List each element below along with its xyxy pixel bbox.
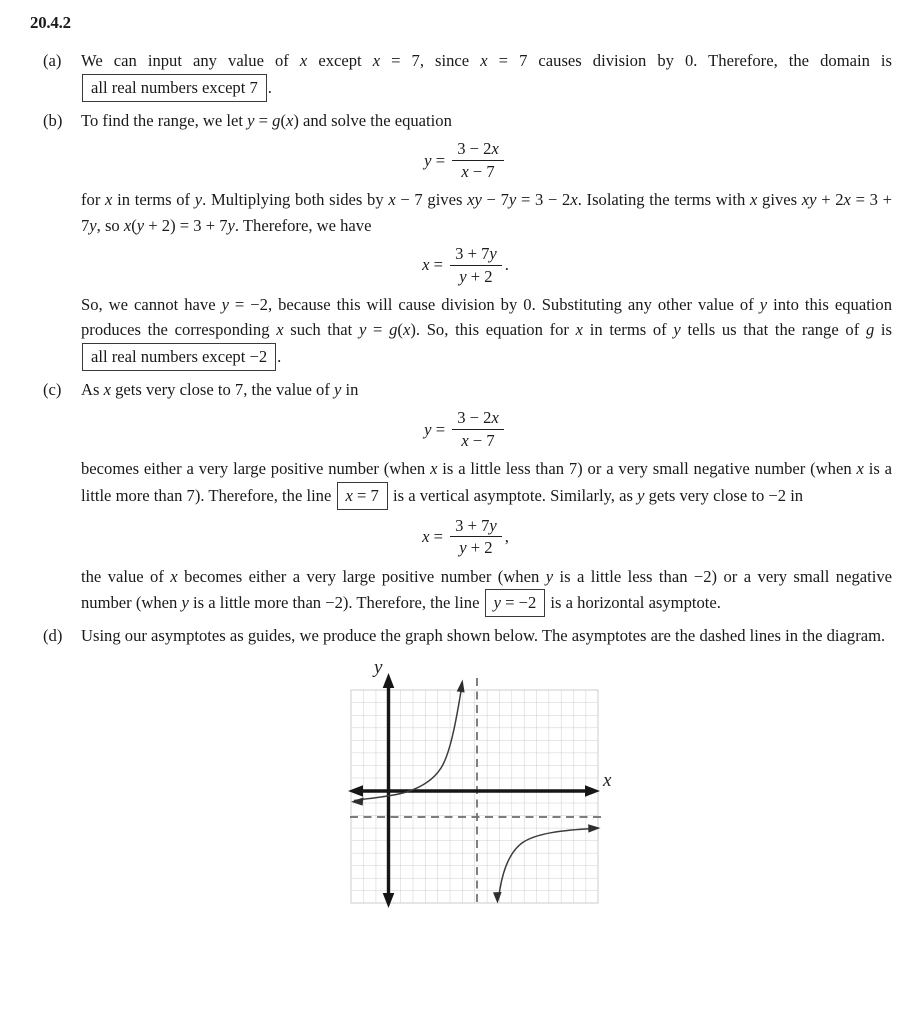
solution-part-b bbox=[30, 108, 892, 371]
display-equation bbox=[81, 407, 892, 451]
fraction-numerator: 3 − 2x bbox=[452, 407, 504, 430]
fraction bbox=[450, 243, 502, 287]
fraction bbox=[452, 138, 504, 182]
solution-part-d bbox=[30, 623, 892, 924]
solution-part-c bbox=[30, 377, 892, 617]
math-var: x bbox=[372, 51, 381, 71]
equation-punctuation: , bbox=[504, 526, 509, 546]
paragraph: As x gets very close to 7, the value of y in bbox=[81, 379, 359, 399]
graph bbox=[338, 650, 618, 916]
part-body bbox=[81, 623, 892, 924]
math-var: xy bbox=[801, 190, 817, 210]
math-var: x bbox=[491, 139, 499, 159]
math-var: x bbox=[345, 485, 353, 505]
boxed-answer: y = −2 bbox=[485, 589, 546, 617]
math-var: x bbox=[422, 526, 430, 546]
math-var: x bbox=[750, 190, 758, 210]
math-var: x bbox=[170, 566, 178, 586]
fraction-denominator: x − 7 bbox=[461, 161, 495, 181]
math-var: x bbox=[856, 459, 864, 479]
paragraph: Using our asymptotes as guides, we produce the graph shown below. The asymptotes are the dashed lines in the diagram. bbox=[81, 626, 886, 646]
math-var: x bbox=[402, 320, 411, 340]
math-var: y bbox=[181, 593, 189, 613]
part-body bbox=[81, 108, 892, 371]
math-var: y bbox=[489, 244, 497, 264]
part-body bbox=[81, 48, 892, 101]
fraction-denominator: y + 2 bbox=[459, 266, 493, 286]
math-var: x bbox=[480, 51, 488, 71]
math-var: x bbox=[422, 255, 430, 275]
math-var: x bbox=[388, 190, 396, 210]
math-var: x bbox=[575, 320, 584, 340]
math-var: xy bbox=[467, 190, 482, 210]
math-var: y bbox=[489, 515, 497, 535]
paragraph: To find the range, we let y = g(x) and solve the equation bbox=[81, 110, 452, 130]
math-var: y bbox=[493, 593, 501, 613]
paragraph: We can input any value of x except x = 7, since x = 7 causes division by 0. Therefore, the domain is all real numbers except 7 . bbox=[81, 48, 892, 101]
display-equation bbox=[81, 243, 892, 287]
fraction-denominator: y + 2 bbox=[459, 538, 493, 558]
math-var: y bbox=[545, 566, 554, 586]
fraction-numerator: 3 + 7y bbox=[450, 243, 502, 266]
equation-lhs: y = bbox=[424, 150, 450, 170]
paragraph: becomes either a very large positive number (when x is a little less than 7) or a very small negative number (when x is a little more than 7). Therefore, the line x = 7 is a vertical asymptote. Similarly, as y gets very close to −2 in bbox=[81, 456, 892, 509]
fraction-numerator: 3 − 2x bbox=[452, 138, 504, 161]
paragraph: the value of x becomes either a very large positive number (when y is a little less than −2) or a very small negative number (when y is a little more than −2). Therefore, the line y = −2 is a horizontal asymptote. bbox=[81, 564, 892, 617]
math-var: g bbox=[389, 320, 398, 340]
math-var: y bbox=[89, 215, 97, 235]
solution-part-a bbox=[30, 48, 892, 101]
math-var: x bbox=[123, 215, 132, 235]
math-var: y bbox=[424, 150, 432, 170]
math-var: y bbox=[136, 215, 145, 235]
paragraph: So, we cannot have y = −2, because this will cause division by 0. Substituting any other value of y into this equation produces the corresponding x such that y = g(x). So, this equation for x in terms of y tells us that the range of g is all real numbers except −2 . bbox=[81, 292, 892, 371]
part-body bbox=[81, 377, 892, 617]
equation-lhs: y = bbox=[424, 419, 450, 439]
part-label: (d) bbox=[43, 626, 63, 646]
boxed-answer: all real numbers except 7 bbox=[82, 74, 267, 102]
math-var: y bbox=[673, 320, 681, 340]
math-var: y bbox=[221, 295, 229, 315]
math-var: y bbox=[508, 190, 517, 210]
math-var: x bbox=[285, 110, 294, 130]
math-var: x bbox=[103, 379, 111, 399]
math-var: x bbox=[491, 408, 499, 428]
math-var: y bbox=[759, 295, 768, 315]
x-axis-label: x bbox=[603, 770, 612, 792]
part-label: (b) bbox=[43, 110, 63, 130]
math-var: x bbox=[105, 190, 113, 210]
fraction bbox=[450, 515, 502, 559]
math-var: g bbox=[865, 320, 875, 340]
display-equation bbox=[81, 515, 892, 559]
equation-lhs: x = bbox=[422, 255, 448, 275]
math-var: y bbox=[459, 538, 467, 558]
math-var: y bbox=[358, 320, 367, 340]
math-var: x bbox=[276, 320, 284, 340]
math-var: x bbox=[461, 430, 469, 450]
math-var: x bbox=[570, 190, 578, 210]
math-var: y bbox=[194, 190, 203, 210]
math-var: y bbox=[334, 379, 342, 399]
fraction-denominator: x − 7 bbox=[461, 430, 495, 450]
fraction bbox=[452, 407, 504, 451]
part-label: (c) bbox=[43, 379, 62, 399]
math-var: x bbox=[461, 161, 469, 181]
math-var: y bbox=[424, 419, 432, 439]
part-label: (a) bbox=[43, 51, 62, 71]
math-var: x bbox=[430, 459, 438, 479]
math-var: y bbox=[247, 110, 255, 130]
boxed-answer: x = 7 bbox=[337, 482, 388, 510]
equation-lhs: x = bbox=[422, 526, 448, 546]
math-var: y bbox=[637, 485, 645, 505]
y-axis-label: y bbox=[374, 657, 383, 679]
page-title: 20.4.2 bbox=[30, 13, 71, 32]
math-var: y bbox=[227, 215, 235, 235]
math-var: g bbox=[272, 110, 281, 130]
fraction-numerator: 3 + 7y bbox=[450, 515, 502, 538]
math-var: x bbox=[843, 190, 851, 210]
display-equation bbox=[81, 138, 892, 182]
math-var: x bbox=[299, 51, 308, 71]
math-var: y bbox=[459, 266, 467, 286]
paragraph: for x in terms of y. Multiplying both sides by x − 7 gives xy − 7y = 3 − 2x. Isolating the terms with x gives xy + 2x = 3 + 7y, so x(y + 2) = 3 + 7y. Therefore, we have bbox=[81, 190, 892, 235]
graph-container bbox=[338, 650, 892, 923]
boxed-answer: all real numbers except −2 bbox=[82, 343, 276, 371]
equation-punctuation: . bbox=[504, 255, 509, 275]
